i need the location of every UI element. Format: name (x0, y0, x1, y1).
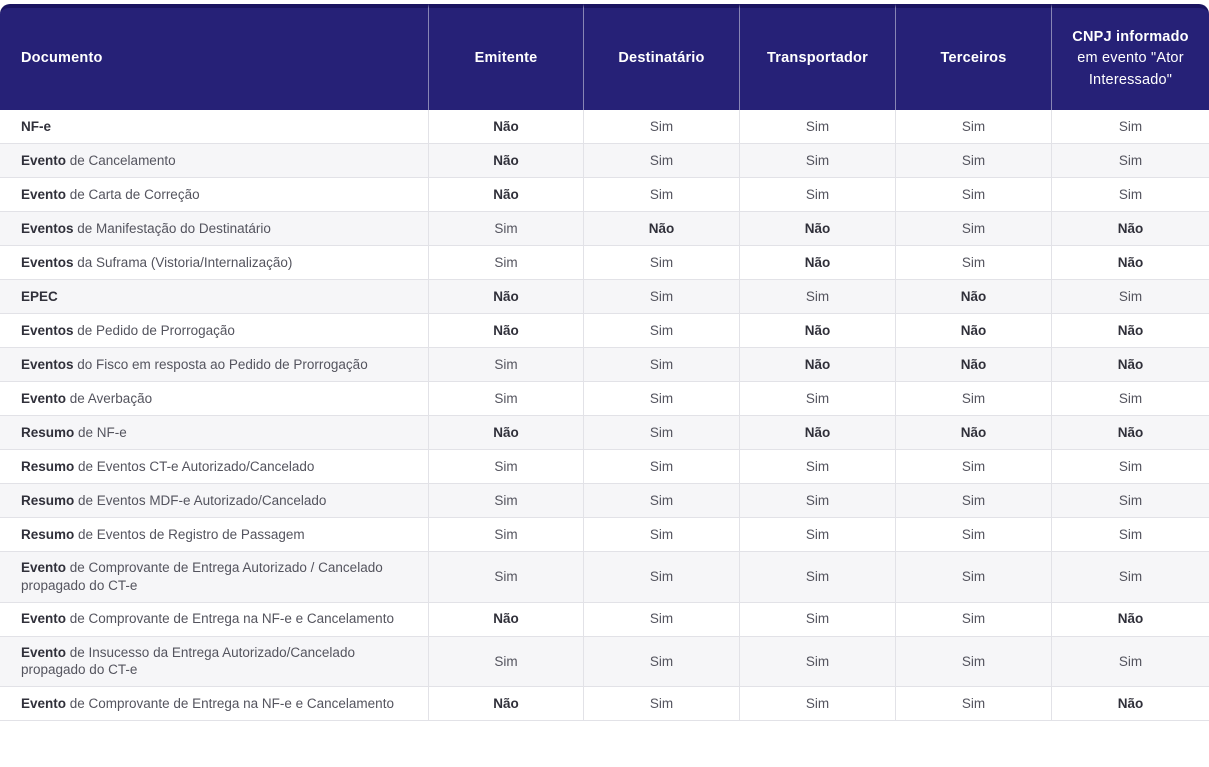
document-name-bold: Evento (21, 695, 67, 711)
document-cell: Resumo de Eventos MDF-e Autorizado/Cancelado (0, 484, 428, 518)
table-row (0, 348, 1209, 382)
value-cell: Não (428, 416, 583, 450)
value-cell: Sim (895, 687, 1051, 721)
value-cell: Não (1051, 246, 1209, 280)
table-row (0, 450, 1209, 484)
table-row (0, 246, 1209, 280)
table-row (0, 144, 1209, 178)
value-cell: Sim (739, 450, 895, 484)
table-body (0, 110, 1209, 721)
cnpj-header-bold-text: CNPJ informado (1072, 29, 1189, 46)
value-cell: Não (739, 416, 895, 450)
value-cell: Sim (583, 280, 739, 314)
value-cell: Sim (1051, 637, 1209, 688)
document-cell: Evento de Carta de Correção (0, 178, 428, 212)
value-cell: Sim (895, 144, 1051, 178)
value-cell: Sim (739, 687, 895, 721)
document-name-bold: Evento (21, 186, 67, 202)
value-cell: Sim (428, 246, 583, 280)
table-row (0, 110, 1209, 144)
value-cell: Sim (895, 637, 1051, 688)
document-name-bold: Resumo (21, 458, 75, 474)
value-cell: Sim (583, 450, 739, 484)
value-cell: Sim (739, 518, 895, 552)
value-cell: Sim (895, 110, 1051, 144)
value-cell: Sim (739, 484, 895, 518)
value-cell: Sim (895, 246, 1051, 280)
value-cell: Não (739, 212, 895, 246)
document-name-bold: Resumo (21, 526, 75, 542)
document-cell (0, 110, 428, 144)
document-permissions-table (0, 4, 1209, 721)
document-name-bold: Resumo (21, 492, 75, 508)
value-cell: Não (583, 212, 739, 246)
document-cell: Eventos de Pedido de Prorrogação (0, 314, 428, 348)
value-cell: Sim (895, 382, 1051, 416)
document-cell: Evento de Cancelamento (0, 144, 428, 178)
value-cell: Sim (583, 687, 739, 721)
document-cell: Eventos da Suframa (Vistoria/Internalização) (0, 246, 428, 280)
document-cell (0, 280, 428, 314)
table-row (0, 314, 1209, 348)
value-cell: Sim (428, 552, 583, 603)
value-cell: Sim (428, 484, 583, 518)
value-cell: Sim (895, 552, 1051, 603)
value-cell: Sim (583, 110, 739, 144)
document-name-bold: Eventos (21, 322, 74, 338)
document-cell: Evento de Insucesso da Entrega Autorizado/Cancelado propagado do CT-e (0, 637, 428, 688)
table-row (0, 603, 1209, 637)
column-header-cnpj-ator-interessado (1051, 4, 1209, 110)
column-header-emitente: Emitente (428, 4, 583, 110)
value-cell: Sim (583, 348, 739, 382)
document-cell: Resumo de Eventos CT-e Autorizado/Cancelado (0, 450, 428, 484)
value-cell: Não (428, 603, 583, 637)
document-cell: Evento de Comprovante de Entrega na NF-e e Cancelamento (0, 603, 428, 637)
table-row (0, 416, 1209, 450)
value-cell: Sim (1051, 280, 1209, 314)
document-cell: Evento de Comprovante de Entrega na NF-e e Cancelamento (0, 687, 428, 721)
document-cell: Evento de Averbação (0, 382, 428, 416)
value-cell: Não (428, 314, 583, 348)
value-cell: Sim (739, 603, 895, 637)
column-header-transportador: Transportador (739, 4, 895, 110)
document-name-bold: NF-e (21, 118, 51, 134)
value-cell: Sim (1051, 484, 1209, 518)
value-cell: Sim (428, 212, 583, 246)
value-cell: Não (428, 110, 583, 144)
document-name-bold: Eventos (21, 254, 74, 270)
document-cell: Eventos de Manifestação do Destinatário (0, 212, 428, 246)
document-name-bold: EPEC (21, 288, 58, 304)
table-row (0, 637, 1209, 688)
cnpj-header-normal-text: em evento "Ator Interessado" (1077, 50, 1184, 88)
value-cell: Não (739, 314, 895, 348)
value-cell: Sim (583, 484, 739, 518)
value-cell: Sim (428, 450, 583, 484)
table-row (0, 552, 1209, 603)
value-cell: Não (739, 348, 895, 382)
value-cell: Sim (583, 637, 739, 688)
value-cell: Não (428, 178, 583, 212)
document-name-bold: Evento (21, 390, 67, 406)
value-cell: Sim (428, 382, 583, 416)
column-header-documento: Documento (0, 4, 428, 110)
document-name-bold: Eventos (21, 220, 74, 236)
value-cell: Sim (739, 280, 895, 314)
value-cell: Sim (583, 603, 739, 637)
table-row (0, 178, 1209, 212)
value-cell: Sim (739, 144, 895, 178)
value-cell: Sim (895, 603, 1051, 637)
value-cell: Não (1051, 603, 1209, 637)
document-name-bold: Resumo (21, 424, 75, 440)
value-cell: Não (428, 687, 583, 721)
value-cell: Sim (895, 484, 1051, 518)
table-row (0, 212, 1209, 246)
document-cell: Evento de Comprovante de Entrega Autorizado / Cancelado propagado do CT-e (0, 552, 428, 603)
value-cell: Sim (1051, 144, 1209, 178)
value-cell: Não (428, 280, 583, 314)
value-cell: Não (1051, 314, 1209, 348)
value-cell: Sim (739, 552, 895, 603)
value-cell: Sim (895, 450, 1051, 484)
value-cell: Sim (895, 212, 1051, 246)
value-cell: Não (1051, 348, 1209, 382)
document-cell: Eventos do Fisco em resposta ao Pedido de Prorrogação (0, 348, 428, 382)
value-cell: Sim (583, 144, 739, 178)
value-cell: Sim (583, 246, 739, 280)
value-cell: Sim (428, 637, 583, 688)
value-cell: Não (895, 280, 1051, 314)
value-cell: Sim (428, 518, 583, 552)
table-header (0, 4, 1209, 110)
value-cell: Sim (739, 382, 895, 416)
value-cell: Sim (428, 348, 583, 382)
value-cell: Sim (583, 552, 739, 603)
value-cell: Sim (1051, 110, 1209, 144)
value-cell: Sim (583, 518, 739, 552)
value-cell: Sim (583, 178, 739, 212)
table-row (0, 518, 1209, 552)
value-cell: Sim (739, 637, 895, 688)
value-cell: Não (1051, 212, 1209, 246)
document-name-bold: Evento (21, 152, 67, 168)
value-cell: Sim (583, 314, 739, 348)
value-cell: Sim (583, 416, 739, 450)
value-cell: Sim (1051, 518, 1209, 552)
table-row (0, 382, 1209, 416)
value-cell: Sim (1051, 450, 1209, 484)
column-header-destinatario: Destinatário (583, 4, 739, 110)
value-cell: Não (895, 416, 1051, 450)
value-cell: Sim (895, 178, 1051, 212)
document-name-bold: Evento (21, 611, 67, 627)
value-cell: Não (428, 144, 583, 178)
value-cell: Não (1051, 687, 1209, 721)
table-row (0, 687, 1209, 721)
value-cell: Sim (1051, 552, 1209, 603)
value-cell: Sim (739, 178, 895, 212)
document-cell: Resumo de Eventos de Registro de Passagem (0, 518, 428, 552)
value-cell: Não (895, 314, 1051, 348)
value-cell: Sim (895, 518, 1051, 552)
value-cell: Sim (739, 110, 895, 144)
column-header-terceiros: Terceiros (895, 4, 1051, 110)
value-cell: Sim (1051, 178, 1209, 212)
value-cell: Não (739, 246, 895, 280)
value-cell: Não (1051, 416, 1209, 450)
value-cell: Sim (1051, 382, 1209, 416)
document-name-bold: Evento (21, 644, 67, 660)
document-cell: Resumo de NF-e (0, 416, 428, 450)
document-name-bold: Eventos (21, 356, 74, 372)
table-row (0, 280, 1209, 314)
table-row (0, 484, 1209, 518)
value-cell: Não (895, 348, 1051, 382)
value-cell: Sim (583, 382, 739, 416)
document-name-bold: Evento (21, 560, 67, 575)
